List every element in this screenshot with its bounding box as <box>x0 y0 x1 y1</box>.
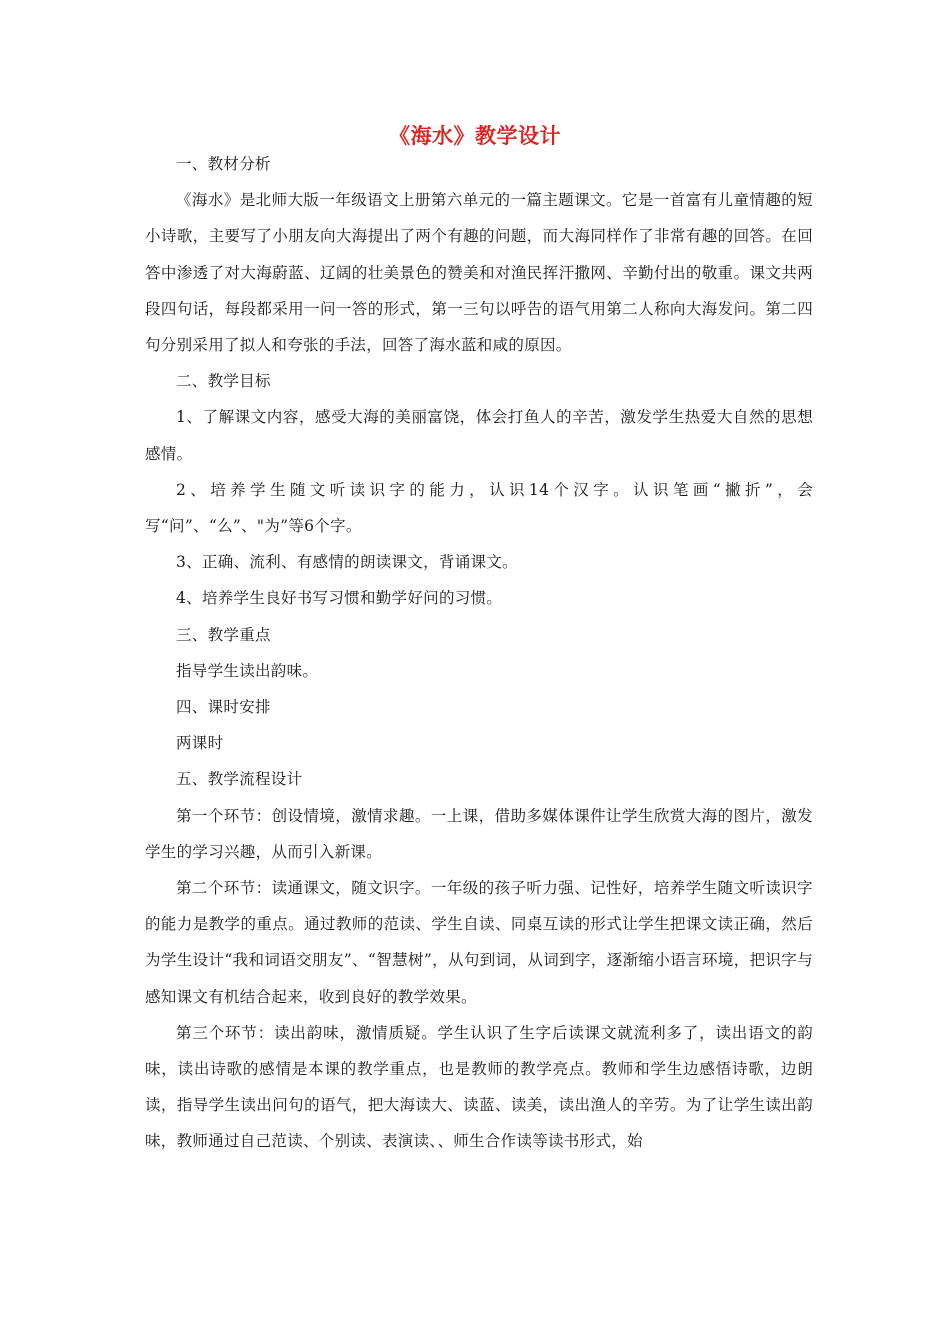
goal-item-2: 2、培养学生随文听读识字的能力，认识14个汉字。认识笔画“撇折”，会写“问”、“么”、"为”等6个字。 <box>145 480 813 536</box>
goal-item-4: 4、培养学生良好书写习惯和勤学好问的习惯。 <box>176 589 503 608</box>
section-heading-textbook-analysis: 一、教材分析 <box>176 155 271 173</box>
section-heading-teaching-process: 五、教学流程设计 <box>176 770 303 789</box>
section-heading-teaching-goals: 二、教学目标 <box>176 372 271 391</box>
goal-item-1: 1、了解课文内容，感受大海的美丽富饶，体会打鱼人的辛苦，激发学生热爱大自然的思想感情。 <box>145 408 813 463</box>
document-body <box>145 146 813 1160</box>
process-step-2: 第二个环节：读通课文，随文识字。一年级的孩子听力强、记性好，培养学生随文听读识字的能力是教学的重点。通过教师的范读、学生自读、同桌互读的形式让学生把课文读正确，然后为学生设计“我和词语交朋友”、“智慧树”，从句到词，从词到字，逐渐缩小语言环境，把识字与感知课文有机结合起来，收到良好的教学效果。 <box>145 879 813 1006</box>
paragraph-teaching-focus: 指导学生读出韵味。 <box>176 661 319 680</box>
section-heading-teaching-focus: 三、教学重点 <box>176 625 271 644</box>
paragraph-class-hours: 两课时 <box>176 734 224 753</box>
process-step-3: 第三个环节：读出韵味，激情质疑。学生认识了生字后读课文就流利多了，读出语文的韵味，读出诗歌的感情是本课的教学重点，也是教师的教学亮点。教师和学生边感悟诗歌，边朗读，指导学生读出问句的语气，把大海读大、读蓝、读美，读出渔人的辛劳。为了让学生读出韵味，教师通过自己范读、个别读、表演读、、师生合作读等读书形式，始 <box>145 1023 813 1151</box>
goal-item-3: 3、正确、流利、有感情的朗读课文，背诵课文。 <box>176 553 518 572</box>
document-title: 《海水》教学设计 <box>389 123 561 148</box>
paragraph-textbook-analysis: 《海水》是北师大版一年级语文上册第六单元的一篇主题课文。它是一首富有儿童情趣的短小诗歌，主要写了小朋友向大海提出了两个有趣的问题，而大海同样作了非常有趣的回答。在回答中渗透了对大海蔚蓝、辽阔的壮美景色的赞美和对渔民挥汗撒网、辛勤付出的敬重。课文共两段四句话，每段都采用一问一答的形式，第一三句以呼告的语气用第二人称向大海发问。第二四句分别采用了拟人和夸张的手法，回答了海水蓝和咸的原因。 <box>145 191 813 355</box>
section-heading-class-hours: 四、课时安排 <box>176 698 271 717</box>
process-step-1: 第一个环节：创设情境，激情求趣。一上课，借助多媒体课件让学生欣赏大海的图片，激发学生的学习兴趣，从而引入新课。 <box>145 806 813 861</box>
